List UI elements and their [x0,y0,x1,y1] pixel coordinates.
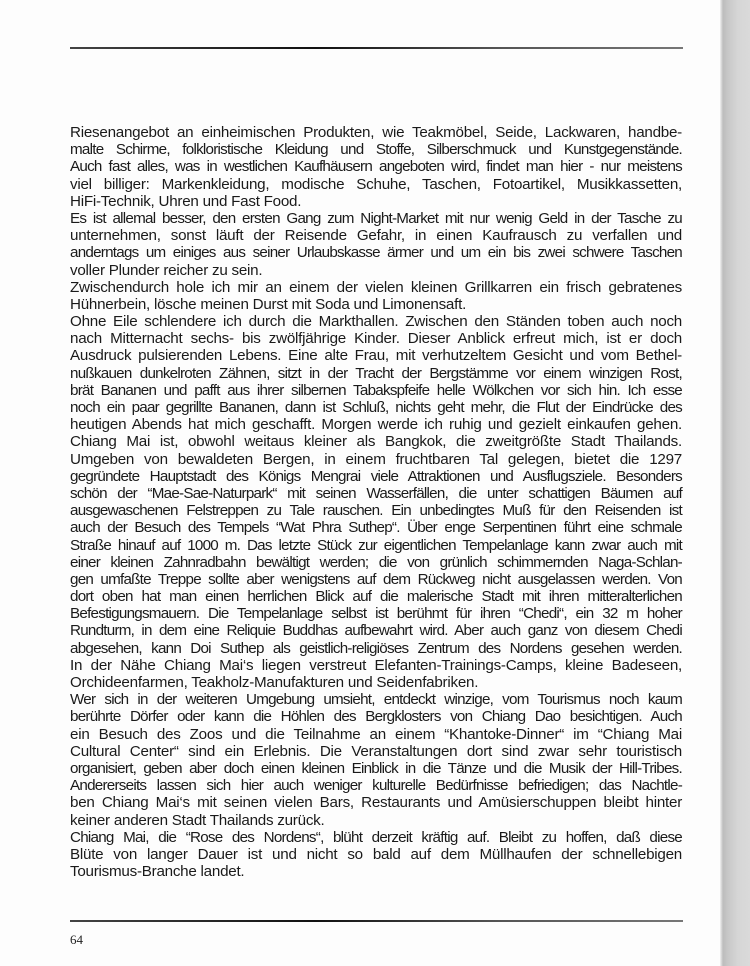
text-line: Es ist allemal besser, den ersten Gang zum Night-Market mit nur wenig Geld in der Tasche zu [70,209,682,227]
text-line: keiner anderen Stadt Thailands zurück. [70,811,325,829]
text-line: dort oben hat man einen herrlichen Blick auf die malerische Stadt mit ihren mitteralterlichen [70,588,682,606]
text-line: ein Besuch des Zoos und die Teilnahme an einem “Khantoke-Dinner“ im “Chiang Mai [70,725,682,743]
text-line: Andererseits lassen sich hier auch weniger kulturelle Bedürfnisse befriedigen; das Nachtle- [70,777,682,795]
text-line: ausgewaschenen Felstreppen zu Tale rauschen. Ein unbedingtes Muß für den Reisenden ist [70,502,682,520]
text-line: Rundturm, in dem eine Reliquie Buddhas aufbewahrt wird. Aber auch ganz von diesem Chedi [70,622,682,640]
text-line: anderntags um einiges aus seiner Urlaubskasse ärmer und um ein bis zwei schwere Taschen [70,244,682,262]
text-line: Cultural Center“ sind ein Erlebnis. Die Veranstaltungen dort sind zwar sehr touristisch [70,742,682,760]
text-line: In der Nähe Chiang Mai‘s liegen verstreut Elefanten-Trainings-Camps, kleine Badeseen, [70,656,682,674]
text-line: Riesenangebot an einheimischen Produkten, wie Teakmöbel, Seide, Lackwaren, handbe- [70,124,682,141]
text-line: Hühnerbein, lösche meinen Durst mit Soda und Limonensaft. [70,295,467,313]
text-line: Befestigungsmauern. Die Tempelanlage selbst ist berühmt für ihren “Chedi“, ein 32 m hoher [70,605,682,623]
text-line: gegründete Hauptstadt des Königs Mengrai viele Attraktionen und Ausflugsziele. Besonders [70,467,682,485]
text-line: Ohne Eile schlendere ich durch die Markthallen. Zwischen den Ständen toben auch noch [70,313,682,331]
text-line: malte Schirme, folkloristische Kleidung und Stoffe, Silberschmuck und Kunstgegenstände. [70,141,682,159]
text-line: Zwischendurch hole ich mir an einem der vielen kleinen Grillkarren ein frisch gebratenes [70,278,682,296]
text-line: Tourismus-Branche landet. [70,863,245,881]
text-line: nußkauen dunkelroten Zähnen, sitzt in der Tracht der Bergstämme vor einem winzigen Rost, [70,364,682,382]
text-line: Auch fast alles, was in westlichen Kaufhäusern angeboten wird, findet man hier - nur meistens [70,158,682,176]
text-line: Wer sich in der weiteren Umgebung umsieht, entdeckt winzige, vom Tourismus noch kaum [70,691,682,709]
text-line: schön der “Mae-Sae-Naturpark“ mit seinen Wasserfällen, die unter schattigen Bäumen auf [70,484,682,502]
text-line: Straße hinauf auf 1000 m. Das letzte Stück zur eigentlichen Tempelanlage kann zwar auch mit [70,536,682,554]
text-line: Chiang Mai, die “Rose des Nordens“, blüht derzeit kräftig auf. Bleibt zu hoffen, daß diese [70,828,682,846]
page-number: 64 [70,932,83,947]
page-edge-shadow [720,0,750,966]
text-line: einer kleinen Zahnradbahn bewältigt werden; die von grünlich schimmernden Naga-Schlan- [70,553,682,571]
footer-rule [70,920,683,922]
text-line: ben Chiang Mai‘s mit seinen vielen Bars, Restaurants und Amüsierschuppen bleibt hinter [70,794,682,812]
text-line: Ausdruck pulsierenden Lebens. Eine alte Frau, mit verhutzeltem Gesicht und vom Bethel- [70,347,682,365]
text-line: Orchideenfarmen, Teakholz-Manufakturen und Seidenfabriken. [70,674,479,691]
body-text [70,124,682,880]
text-line: brät Bananen und pafft aus ihrer silbernen Tabakspfeife helle Wölkchen vor sich hin. Ich esse [70,381,682,399]
text-line: Chiang Mai ist, obwohl weitaus kleiner als Bangkok, die zweitgrößte Stadt Thailands. [70,433,682,451]
text-line: Blüte von langer Dauer ist und nicht so bald auf dem Müllhaufen der schnellebigen [70,845,682,863]
text-line: Umgeben von bewaldeten Bergen, in einem fruchtbaren Tal gelegen, bietet die 1297 [70,450,682,468]
text-line: voller Plunder reicher zu sein. [70,261,263,279]
text-line: heutigen Abends hat mich geschafft. Morgen werde ich ruhig und gezielt einkaufen gehen. [70,416,682,434]
text-line: HiFi-Technik, Uhren und Fast Food. [70,192,302,210]
text-line: viel billiger: Markenkleidung, modische Schuhe, Taschen, Fotoartikel, Musikkassetten, [70,175,682,193]
text-line: noch ein paar gegrillte Bananen, dann ist Schluß, nichts geht mehr, die Flut der Eindrücke des [70,399,682,416]
text-line: organisiert, geben aber doch einen kleinen Einblick in die Tänze und die Musik der Hill-Tribes. [70,759,682,777]
text-line: nach Mitternacht sechs- bis zwölfjährige Kinder. Dieser Anblick erfreut mich, ist er doch [70,330,682,348]
text-line: gen umfaßte Treppe sollte aber wenigstens auf dem Rückweg nicht ausgelassen werden. Von [70,570,682,588]
text-line: berührte Dörfer oder kann die Höhlen des Bergklosters von Chiang Dao besichtigen. Auch [70,708,682,726]
header-rule [70,47,683,49]
text-line: abgesehen, kann Doi Suthep als geistlich-religiöses Zentrum des Nordens gesehen werden. [70,639,682,657]
text-line: unternehmen, sonst läuft der Reisende Gefahr, in einen Kaufrausch zu verfallen und [70,227,682,245]
text-line: auch der Besuch des Tempels “Wat Phra Suthep“. Über enge Serpentinen führt eine schmale [70,519,682,537]
